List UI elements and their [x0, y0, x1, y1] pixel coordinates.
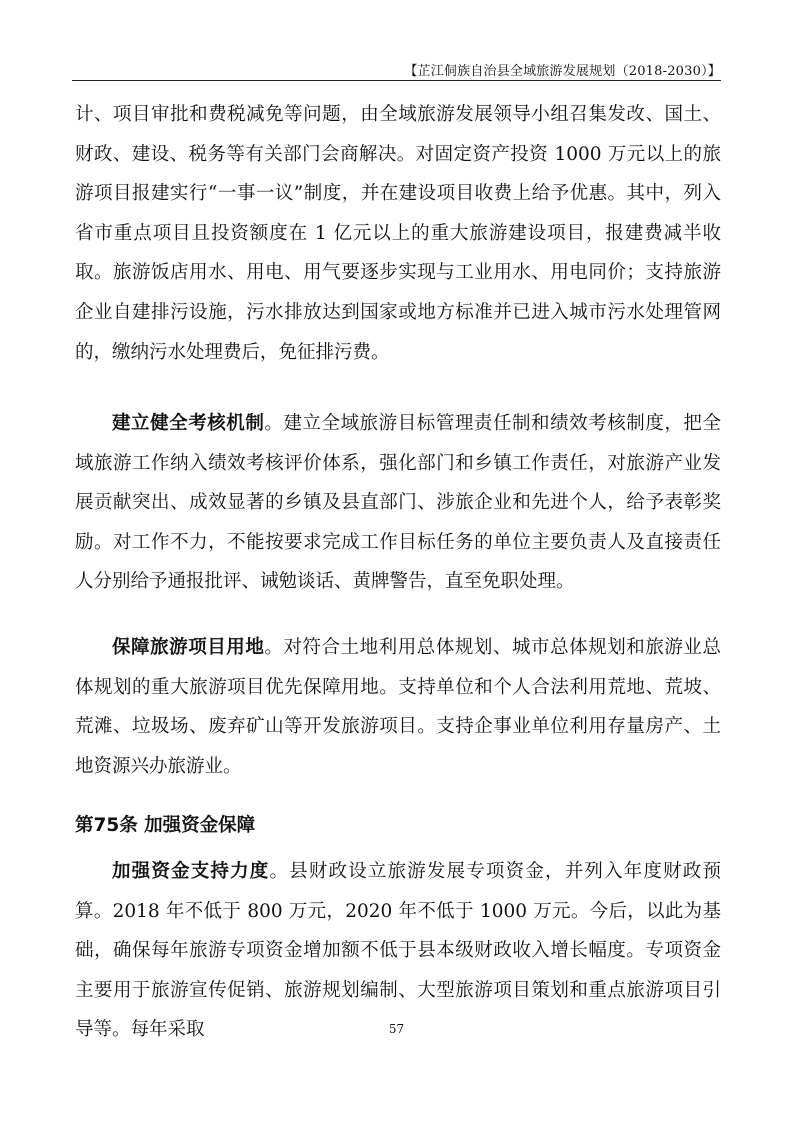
paragraph-2-heading: 建立健全考核机制: [112, 413, 265, 434]
page-header-title: 【芷江侗族自治县全域旅游发展规划（2018-2030）】: [404, 64, 721, 79]
header-rule: [72, 80, 721, 81]
paragraph-4: [75, 852, 721, 1050]
paragraph-1: [75, 95, 721, 372]
section-heading: 第75条 加强资金保障: [75, 815, 256, 836]
page-number: 57: [388, 1022, 405, 1036]
paragraph-3-text: 。对符合土地利用总体规划、城市总体规划和旅游业总体规划的重大旅游项目优先保障用地。支持单位和个人合法利用荒地、荒坡、荒滩、垃圾场、废弃矿山等开发旅游项目。支持企事业单位利用存量房产、土地资源兴办旅游业。: [75, 637, 721, 777]
paragraph-3: [75, 628, 721, 786]
paragraph-3-heading: 保障旅游项目用地: [112, 637, 265, 658]
paragraph-1-text: 计、项目审批和费税减免等问题，由全域旅游发展领导小组召集发改、国土、财政、建设、税务等有关部门会商解决。对固定资产投资 1000 万元以上的旅游项目报建实行“一事一议”制度，并在建设项目收费上给予优惠。其中，列入省市重点项目且投资额度在 1 亿元以上的重大旅游建设项目，报建费减半收取。旅游饭店用水、用电、用气要逐步实现与工业用水、用电同价；支持旅游企业自建排污设施，污水排放达到国家或地方标准并已进入城市污水处理管网的，缴纳污水处理费后，免征排污费。: [75, 104, 721, 363]
paragraph-2: [75, 404, 721, 602]
paragraph-4-heading: 加强资金支持力度: [112, 861, 270, 882]
paragraph-4-text: 。县财政设立旅游发展专项资金，并列入年度财政预算。2018 年不低于 800 万元，2020 年不低于 1000 万元。今后，以此为基础，确保每年旅游专项资金增加额不低于县本级财政收入增长幅度。专项资金主要用于旅游宣传促销、旅游规划编制、大型旅游项目策划和重点旅游项目引导等。每年采取: [75, 861, 721, 1041]
paragraph-2-text: 。建立全域旅游目标管理责任制和绩效考核制度，把全域旅游工作纳入绩效考核评价体系，强化部门和乡镇工作责任，对旅游产业发展贡献突出、成效显著的乡镇及县直部门、涉旅企业和先进个人，给予表彰奖励。对工作不力，不能按要求完成工作目标任务的单位主要负责人及直接责任人分别给予通报批评、诫勉谈话、黄牌警告，直至免职处理。: [75, 413, 721, 593]
